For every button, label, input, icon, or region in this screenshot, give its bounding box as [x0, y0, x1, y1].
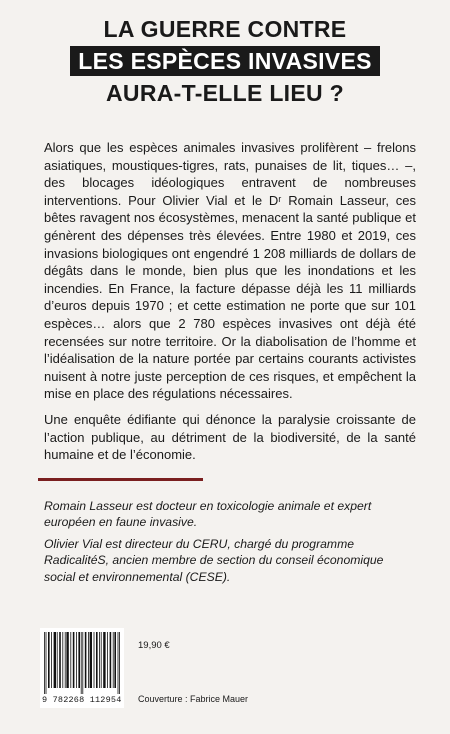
isbn-digits: 9 782268 112954 [42, 695, 122, 705]
author-bio-lasseur: Romain Lasseur est docteur en toxicologie animale et expert européen en faune invasive. [44, 499, 372, 530]
blurb-paragraph-2: Une enquête édifiante qui dénonce la paralysie croissante de l’action publique, au détriment de la biodiversité, de la santé humaine et de l’économie. [44, 411, 416, 463]
book-title [0, 14, 450, 108]
author-bio-vial: Olivier Vial est directeur du CERU, chargé du programme RadicalitéS, ancien membre de section du conseil économique social et environnemental (CESE). [44, 536, 384, 584]
title-line-1: LA GUERRE CONTRE [103, 16, 347, 42]
divider-rule [38, 478, 203, 481]
title-line-3: AURA-T-ELLE LIEU ? [106, 80, 344, 106]
price-label: 19,90 € [138, 640, 170, 651]
isbn-barcode [40, 628, 124, 708]
author-bios [44, 498, 416, 590]
cover-credit: Couverture : Fabrice Mauer [138, 694, 249, 704]
blurb-paragraph-1: Alors que les espèces animales invasives prolifèrent – frelons asiatiques, moustiques-tigres, rats, punaises de lit, tiques… –, des blocages idéologiques entravent de nombreuses interventions. Pour Olivier Vial et le Dʳ Romain Lasseur, ces bêtes ravagent nos écosystèmes, menacent la santé publique et génèrent des dépenses très élevées. Entre 1980 et 2019, ces invasions biologiques ont engendré 1 208 milliards de dollars de dégâts dans le monde, bien plus que les inondations et les incendies. En France, la facture dépasse déjà les 11 milliards d’euros depuis 1970 ; et cette estimation ne porte que sur 101 espèces… alors que 2 780 espèces invasives ont déjà été recensées sur notre territoire. Or la diabolisation de l’homme et l’idéalisation de la nature portée par certains courants activistes nuisent à notre juste perception de ces risques, et empêchent la mise en place des régulations nécessaires. [44, 140, 416, 402]
blurb [44, 139, 416, 472]
barcode-bars [44, 632, 120, 694]
title-line-2-highlighted: LES ESPÈCES INVASIVES [70, 46, 379, 76]
